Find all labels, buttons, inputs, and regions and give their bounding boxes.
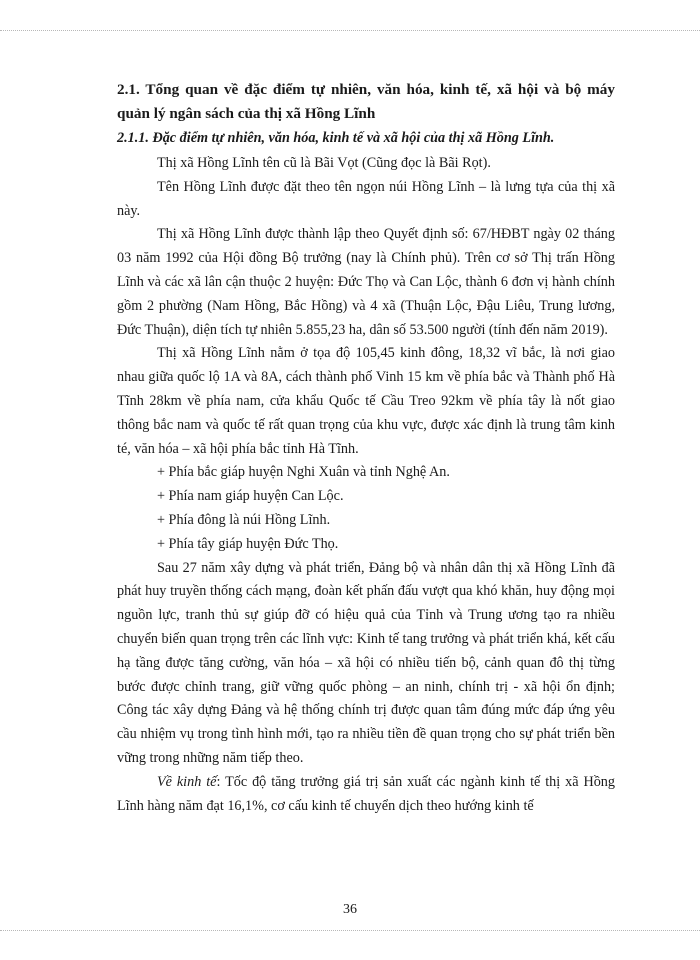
paragraph-location: Thị xã Hồng Lĩnh nằm ở tọa độ 105,45 kinh đông, 18,32 vĩ bắc, là nơi giao nhau giữa quốc lộ 1A và 8A, cách thành phố Vinh 15 km về phía bắc và Thành phố Hà Tĩnh 28km về phía nam, cửa khẩu Quốc tế Cầu Treo 92km về phía tây là nốt giao thông bắc nam và quốc tế rất quan trọng của khu vực, được xác định là trung tâm kinh té, văn hóa – xã hội phía bắc tỉnh Hà Tĩnh. [117, 345, 615, 457]
page-bottom-border [0, 930, 700, 931]
paragraph-development: Sau 27 năm xây dựng và phát triển, Đảng bộ và nhân dân thị xã Hồng Lĩnh đã phát huy truyền thống cách mạng, đoàn kết phấn đấu vượt qua khó khăn, huy động mọi nguồn lực, tranh thủ sự giúp đỡ có hiệu quả của Tỉnh và Trung ương tạo ra nhiều chuyển biến quan trọng trên các lĩnh vực: Kinh tế tang trưởng và phát triển khá, kết cấu hạ tầng được tăng cường, văn hóa – xã hội có nhiều tiến bộ, cảnh quan đô thị từng bước được chỉnh trang, giữ vững quốc phòng – an ninh, chính trị - xã hội ổn định; Công tác xây dựng Đảng và hệ thống chính trị được quan tâm đúng mức đáp ứng yêu cầu nhiệm vụ trong tình hình mới, tạo ra nhiều tiền đề quan trọng cho sự phát triển bền vững trong những năm tiếp theo. [117, 559, 615, 766]
page-number: 36 [343, 902, 357, 917]
paragraph-economy [117, 771, 615, 819]
paragraph-name-origin: Tên Hồng Lĩnh được đặt theo tên ngọn núi Hồng Lĩnh – là lưng tựa của thị xã này. [117, 178, 615, 219]
border-east: + Phía đông là núi Hồng Lĩnh. [157, 511, 331, 528]
page-top-border [0, 30, 700, 31]
subsection-heading: 2.1.1. Đặc điểm tự nhiên, văn hóa, kinh tế và xã hội của thị xã Hồng Lĩnh. [117, 130, 555, 146]
paragraph-old-name: Thị xã Hồng Lĩnh tên cũ là Bãi Vọt (Cũng đọc là Bãi Rọt). [157, 155, 491, 171]
economy-label: Về kinh tế [157, 773, 217, 790]
economy-text: : Tốc độ tăng trưởng giá trị sản xuất các ngành kinh tế thị xã Hồng Lĩnh hàng năm đạt 16,1%, cơ cấu kinh tế chuyển dịch theo hướng kinh tế [117, 773, 615, 814]
border-west: + Phía tây giáp huyện Đức Thọ. [157, 535, 339, 552]
page-content [117, 78, 615, 818]
paragraph-establishment: Thị xã Hồng Lĩnh được thành lập theo Quyết định số: 67/HĐBT ngày 02 tháng 03 năm 1992 của Hội đồng Bộ trưởng (nay là Chính phủ). Trên cơ sở Thị trấn Hồng Lĩnh và các xã lân cận thuộc 2 huyện: Đức Thọ và Can Lộc, thành 6 đơn vị hành chính gồm 2 phường (Nam Hồng, Bắc Hồng) và 4 xã (Thuận Lộc, Đậu Liêu, Trung lương, Đức Thuận), diện tích tự nhiên 5.855,23 ha, dân số 53.500 người (tính đến năm 2019). [117, 226, 615, 338]
section-heading: 2.1. Tổng quan về đặc điểm tự nhiên, văn hóa, kinh tế, xã hội và bộ máy quản lý ngân sách của thị xã Hồng Lĩnh [117, 81, 615, 122]
border-north: + Phía bắc giáp huyện Nghi Xuân và tỉnh Nghệ An. [157, 464, 450, 481]
border-south: + Phía nam giáp huyện Can Lộc. [157, 488, 344, 505]
